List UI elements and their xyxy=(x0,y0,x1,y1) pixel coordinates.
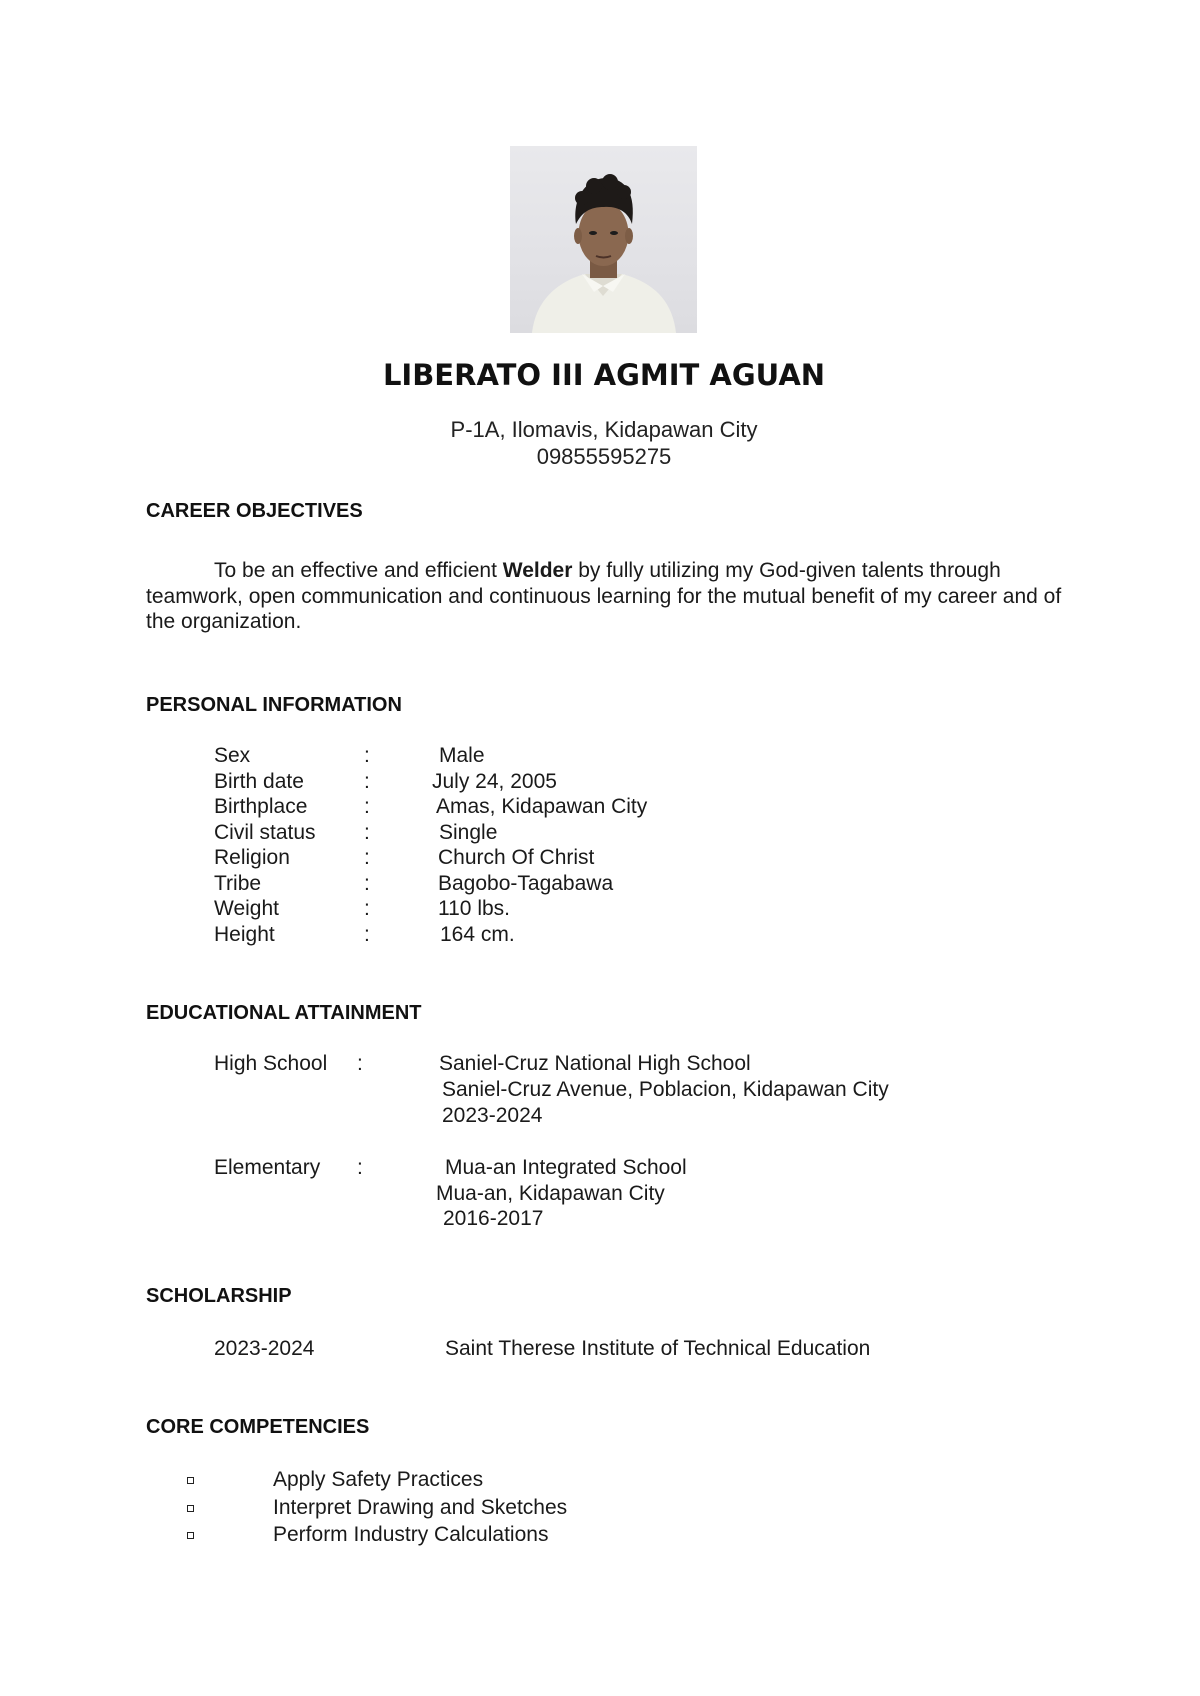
info-value-sex: Male xyxy=(439,744,485,767)
education-separator: : xyxy=(357,1156,363,1179)
bullet-icon xyxy=(187,1477,194,1484)
competency-item: Perform Industry Calculations xyxy=(273,1523,549,1546)
info-separator: : xyxy=(364,872,370,895)
elementary-school-years: 2016-2017 xyxy=(443,1207,544,1230)
info-label-religion: Religion xyxy=(214,846,290,869)
high-school-name: Saniel-Cruz National High School xyxy=(439,1052,751,1075)
info-value-religion: Church Of Christ xyxy=(438,846,595,869)
info-value-weight: 110 lbs. xyxy=(438,897,510,920)
high-school-years: 2023-2024 xyxy=(442,1104,543,1127)
info-value-tribe: Bagobo-Tagabawa xyxy=(438,872,614,895)
info-separator: : xyxy=(364,897,370,920)
info-separator: : xyxy=(364,923,370,946)
elementary-school-name: Mua-an Integrated School xyxy=(445,1156,687,1179)
bullet-icon xyxy=(187,1532,194,1539)
info-label-civil-status: Civil status xyxy=(214,821,316,844)
info-label-weight: Weight xyxy=(214,897,279,920)
info-label-sex: Sex xyxy=(214,744,251,767)
phone-number: 09855595275 xyxy=(536,444,672,469)
profile-photo xyxy=(510,146,697,333)
info-separator: : xyxy=(364,744,370,767)
info-value-birthplace: Amas, Kidapawan City xyxy=(436,795,648,818)
scholarship-year: 2023-2024 xyxy=(214,1337,315,1360)
education-level-elementary: Elementary xyxy=(214,1156,321,1179)
info-value-birth-date: July 24, 2005 xyxy=(432,770,557,793)
career-objectives-heading: CAREER OBJECTIVES xyxy=(146,500,363,522)
core-competencies-heading: CORE COMPETENCIES xyxy=(146,1416,370,1438)
objective-job-title: Welder xyxy=(502,559,573,582)
info-value-height: 164 cm. xyxy=(440,923,515,946)
info-separator: : xyxy=(364,795,370,818)
career-objectives-text xyxy=(146,558,1066,635)
scholarship-heading: SCHOLARSHIP xyxy=(146,1285,292,1307)
education-level-high-school: High School xyxy=(214,1052,328,1075)
personal-information-heading: PERSONAL INFORMATION xyxy=(146,694,402,716)
info-label-height: Height xyxy=(214,923,275,946)
info-separator: : xyxy=(364,770,370,793)
applicant-name: LIBERATO III AGMIT AGUAN xyxy=(382,358,826,392)
info-label-tribe: Tribe xyxy=(214,872,262,895)
high-school-address: Saniel-Cruz Avenue, Poblacion, Kidapawan City xyxy=(442,1078,889,1101)
competency-item: Interpret Drawing and Sketches xyxy=(273,1496,568,1519)
bullet-icon xyxy=(187,1505,194,1512)
objective-text-start: To be an effective and efficient xyxy=(214,559,503,582)
education-separator: : xyxy=(357,1052,363,1075)
educational-attainment-heading: EDUCATIONAL ATTAINMENT xyxy=(146,1002,422,1024)
objective-text-end: by fully utilizing my God-given talents through teamwork, open communication and continuous learning for the mutual benefit of my career and of the organization. xyxy=(146,559,1062,633)
info-separator: : xyxy=(364,821,370,844)
info-label-birthplace: Birthplace xyxy=(214,795,308,818)
info-label-birth-date: Birth date xyxy=(214,770,304,793)
info-value-civil-status: Single xyxy=(439,821,498,844)
scholarship-institution: Saint Therese Institute of Technical Education xyxy=(445,1337,871,1360)
elementary-school-address: Mua-an, Kidapawan City xyxy=(436,1182,665,1205)
info-separator: : xyxy=(364,846,370,869)
address: P-1A, Ilomavis, Kidapawan City xyxy=(450,417,758,442)
competency-item: Apply Safety Practices xyxy=(273,1468,484,1491)
